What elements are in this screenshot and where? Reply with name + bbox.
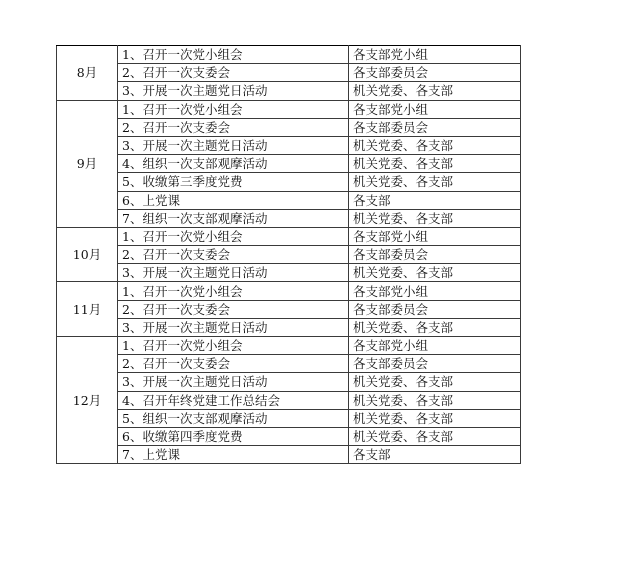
owner-cell: 机关党委、各支部 [349, 264, 521, 282]
task-cell: 4、召开年终党建工作总结会 [118, 391, 349, 409]
table-row [57, 191, 521, 209]
table-row [57, 446, 521, 464]
owner-cell: 机关党委、各支部 [349, 391, 521, 409]
owner-cell: 各支部党小组 [349, 46, 521, 64]
task-cell: 5、收缴第三季度党费 [118, 173, 349, 191]
task-cell: 3、开展一次主题党日活动 [118, 264, 349, 282]
owner-cell: 各支部 [349, 446, 521, 464]
table-row [57, 264, 521, 282]
task-cell: 3、开展一次主题党日活动 [118, 82, 349, 100]
task-cell: 3、开展一次主题党日活动 [118, 373, 349, 391]
owner-cell: 机关党委、各支部 [349, 427, 521, 445]
table-row [57, 64, 521, 82]
month-cell: 8月 [57, 46, 118, 101]
task-cell: 3、开展一次主题党日活动 [118, 318, 349, 336]
task-cell: 4、组织一次支部观摩活动 [118, 155, 349, 173]
task-cell: 1、召开一次党小组会 [118, 337, 349, 355]
owner-cell: 各支部党小组 [349, 282, 521, 300]
owner-cell: 机关党委、各支部 [349, 209, 521, 227]
table-row [57, 282, 521, 300]
owner-cell: 机关党委、各支部 [349, 136, 521, 154]
owner-cell: 机关党委、各支部 [349, 155, 521, 173]
task-cell: 7、上党课 [118, 446, 349, 464]
owner-cell: 各支部委员会 [349, 246, 521, 264]
task-cell: 1、召开一次党小组会 [118, 100, 349, 118]
task-cell: 3、开展一次主题党日活动 [118, 136, 349, 154]
table-row [57, 82, 521, 100]
task-cell: 2、召开一次支委会 [118, 118, 349, 136]
month-cell: 10月 [57, 227, 118, 282]
task-cell: 1、召开一次党小组会 [118, 282, 349, 300]
table-row [57, 155, 521, 173]
task-cell: 5、组织一次支部观摩活动 [118, 409, 349, 427]
task-cell: 2、召开一次支委会 [118, 246, 349, 264]
owner-cell: 各支部委员会 [349, 118, 521, 136]
party-activity-schedule-table [56, 45, 521, 464]
table-row [57, 355, 521, 373]
task-cell: 1、召开一次党小组会 [118, 227, 349, 245]
table-row [57, 100, 521, 118]
owner-cell: 机关党委、各支部 [349, 373, 521, 391]
table-row [57, 300, 521, 318]
task-cell: 2、召开一次支委会 [118, 355, 349, 373]
owner-cell: 各支部 [349, 191, 521, 209]
task-cell: 6、收缴第四季度党费 [118, 427, 349, 445]
table-row [57, 246, 521, 264]
owner-cell: 机关党委、各支部 [349, 82, 521, 100]
table-row [57, 136, 521, 154]
owner-cell: 各支部委员会 [349, 300, 521, 318]
table-row [57, 209, 521, 227]
schedule-table-body [57, 46, 521, 464]
table-row [57, 427, 521, 445]
table-row [57, 118, 521, 136]
owner-cell: 各支部党小组 [349, 337, 521, 355]
task-cell: 2、召开一次支委会 [118, 64, 349, 82]
owner-cell: 机关党委、各支部 [349, 173, 521, 191]
table-row [57, 46, 521, 64]
month-cell: 11月 [57, 282, 118, 337]
table-row [57, 318, 521, 336]
owner-cell: 各支部党小组 [349, 100, 521, 118]
table-row [57, 173, 521, 191]
month-cell: 12月 [57, 337, 118, 464]
owner-cell: 各支部委员会 [349, 64, 521, 82]
owner-cell: 各支部党小组 [349, 227, 521, 245]
table-row [57, 227, 521, 245]
task-cell: 7、组织一次支部观摩活动 [118, 209, 349, 227]
owner-cell: 机关党委、各支部 [349, 409, 521, 427]
table-row [57, 337, 521, 355]
owner-cell: 机关党委、各支部 [349, 318, 521, 336]
owner-cell: 各支部委员会 [349, 355, 521, 373]
task-cell: 6、上党课 [118, 191, 349, 209]
task-cell: 2、召开一次支委会 [118, 300, 349, 318]
task-cell: 1、召开一次党小组会 [118, 46, 349, 64]
month-cell: 9月 [57, 100, 118, 227]
table-row [57, 409, 521, 427]
table-row [57, 391, 521, 409]
table-row [57, 373, 521, 391]
